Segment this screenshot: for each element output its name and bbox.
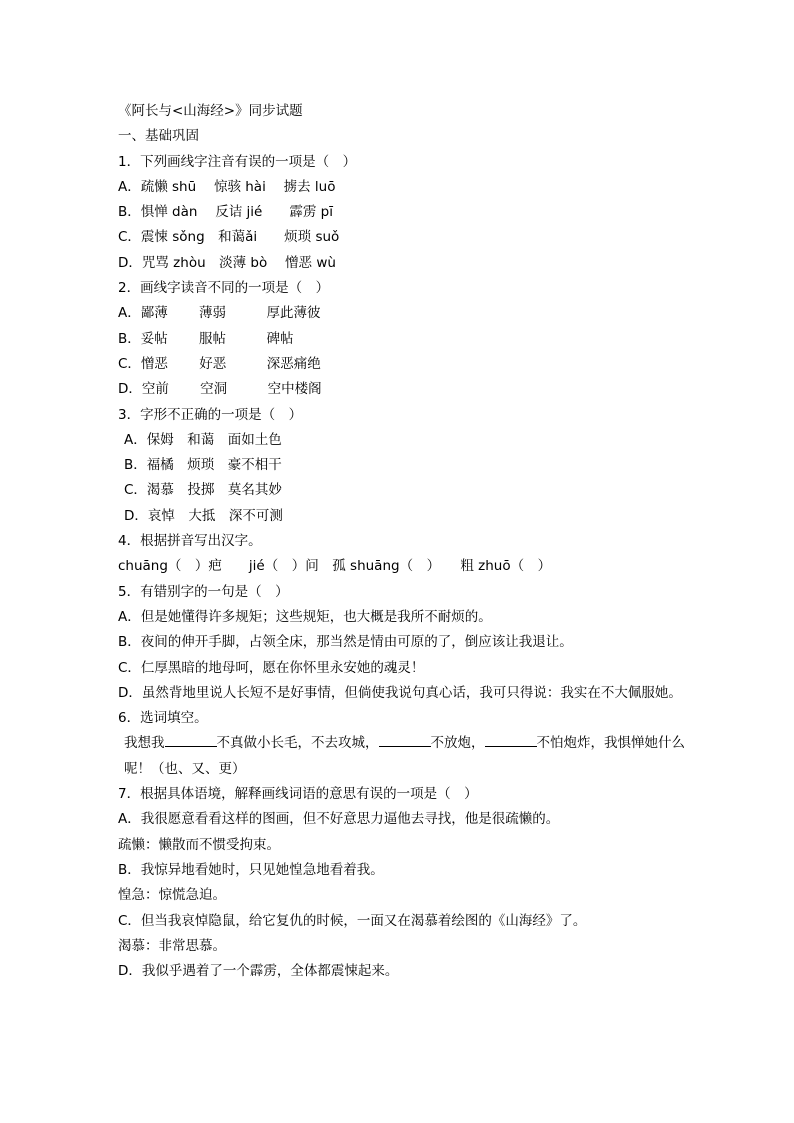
question-7-note-c: 渴慕：非常思慕。 bbox=[118, 937, 226, 954]
fill-blank-1[interactable] bbox=[165, 732, 217, 747]
fill-blank-3[interactable] bbox=[485, 732, 537, 747]
question-1-option-d: D．咒骂 zhòu 淡薄 bò 憎恶 wù bbox=[118, 254, 336, 271]
question-5-option-b: B．夜间的伸开手脚，占领全床，那当然是情由可原的了，倒应该让我退让。 bbox=[118, 634, 573, 651]
question-7-stem: 7．根据具体语境，解释画线词语的意思有误的一项是（ ） bbox=[118, 786, 478, 803]
question-2-option-c: C．憎恶 好恶 深恶痛绝 bbox=[118, 355, 321, 372]
question-7-note-b: 惶急：惊慌急迫。 bbox=[118, 887, 226, 904]
question-2-stem: 2．画线字读音不同的一项是（ ） bbox=[118, 280, 330, 297]
question-7-option-b: B．我惊异地看她时，只见她惶急地看着我。 bbox=[118, 861, 384, 878]
question-4-stem: 4．根据拼音写出汉字。 bbox=[118, 533, 262, 550]
document-body bbox=[118, 99, 688, 984]
question-2-option-a: A．鄙薄 薄弱 厚此薄彼 bbox=[118, 305, 321, 322]
question-3-option-d: D．哀悼 大抵 深不可测 bbox=[124, 507, 283, 524]
question-5-option-d: D．虽然背地里说人长短不是好事情，但倘使我说句真心话，我可只得说：我实在不大佩服她。 bbox=[118, 684, 682, 701]
question-7-note-a: 疏懒：懒散而不惯受拘束。 bbox=[118, 836, 280, 853]
question-5-stem: 5．有错别字的一句是（ ） bbox=[118, 583, 289, 600]
question-6-part-1: 我想我 bbox=[124, 735, 165, 752]
question-6-sentence bbox=[118, 731, 688, 782]
question-6-part-3: 不放炮， bbox=[430, 735, 485, 752]
document-title: 《阿长与<山海经>》同步试题 bbox=[118, 103, 303, 119]
question-4-pinyin-line: chuāng（ ）疤 jié（ ）问 孤 shuāng（ ） 粗 zhuō（ ） bbox=[118, 558, 552, 575]
question-6-part-4: 不怕炮炸，我惧惮她什么呢！（也、又、更） bbox=[124, 735, 685, 777]
question-3-stem: 3．字形不正确的一项是（ ） bbox=[118, 406, 303, 423]
question-1-stem: 1．下列画线字注音有误的一项是（ ） bbox=[118, 153, 357, 170]
question-7-option-c: C．但当我哀悼隐鼠，给它复仇的时候，一面又在渴慕着绘图的《山海经》了。 bbox=[118, 912, 587, 929]
question-2-option-b: B．妥帖 服帖 碑帖 bbox=[118, 330, 294, 347]
fill-blank-2[interactable] bbox=[379, 732, 431, 747]
question-7-option-a: A．我很愿意看看这样的图画，但不好意思力逼他去寻找，他是很疏懒的。 bbox=[118, 811, 560, 828]
question-6-part-2: 不真做小长毛，不去攻城， bbox=[216, 735, 379, 752]
question-5-option-a: A．但是她懂得许多规矩；这些规矩，也大概是我所不耐烦的。 bbox=[118, 608, 492, 625]
question-3-option-a: A．保姆 和蔼 面如土色 bbox=[124, 431, 282, 448]
question-2-option-d: D．空前 空洞 空中楼阁 bbox=[118, 381, 322, 398]
question-6-stem: 6．选词填空。 bbox=[118, 710, 208, 727]
question-7-option-d: D．我似乎遇着了一个霹雳，全体都震悚起来。 bbox=[118, 963, 399, 980]
question-3-option-c: C．渴慕 投掷 莫名其妙 bbox=[124, 482, 282, 499]
question-1-option-b: B．惧惮 dàn 反诘 jié 霹雳 pī bbox=[118, 204, 333, 221]
question-3-option-b: B．福橘 烦琐 豪不相干 bbox=[124, 457, 282, 474]
section-heading: 一、基础巩固 bbox=[118, 128, 199, 145]
question-5-option-c: C．仁厚黑暗的地母呵，愿在你怀里永安她的魂灵！ bbox=[118, 659, 425, 676]
question-1-option-c: C．震悚 sǒng 和蔼ǎi 烦琐 suǒ bbox=[118, 229, 340, 246]
question-1-option-a: A．疏懒 shū 惊骇 hài 掳去 luō bbox=[118, 178, 336, 195]
